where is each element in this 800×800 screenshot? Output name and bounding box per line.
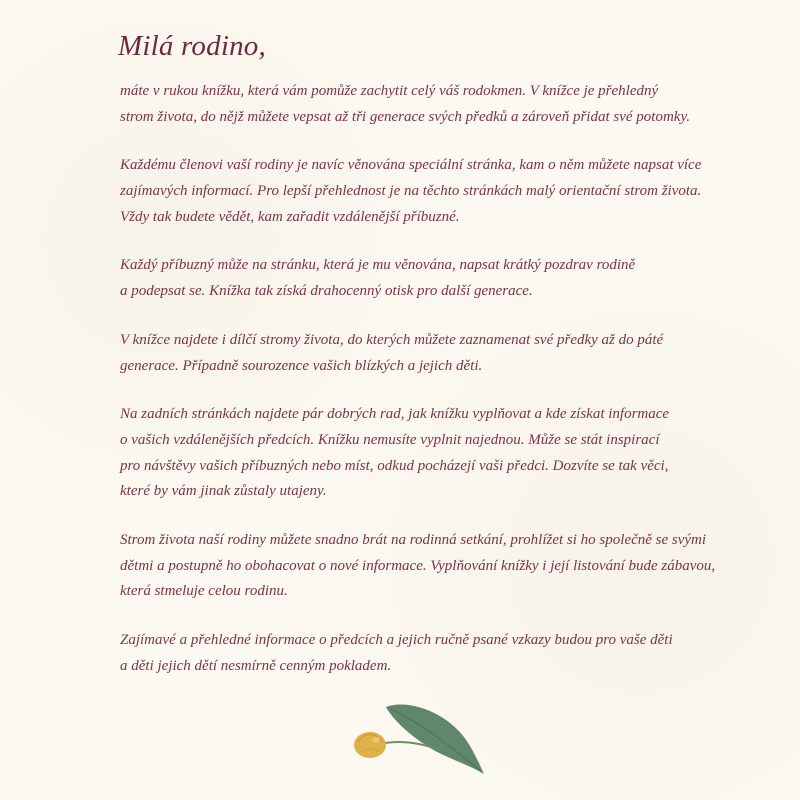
text-line: dětmi a postupně ho obohacovat o nové informace. Vyplňování knížky i její listování bude zábavou, <box>120 557 716 574</box>
text-line: a podepsat se. Knížka tak získá drahocenný otisk pro další generace. <box>120 283 533 300</box>
paragraph <box>120 153 720 230</box>
text-line: strom života, do nějž můžete vepsat až tři generace svých předků a zároveň přidat své potomky. <box>120 108 691 125</box>
paragraph <box>120 328 720 379</box>
text-line: Strom života naší rodiny můžete snadno brát na rodinná setkání, prohlížet si ho společně se svými <box>120 531 707 548</box>
text-line: máte v rukou knížku, která vám pomůže zachytit celý váš rodokmen. V knížce je přehledný <box>120 83 659 99</box>
text-line: pro návštěvy vašich příbuzných nebo míst, odkud pocházejí vaši předci. Dozvíte se tak věci, <box>120 457 669 474</box>
paragraph <box>120 528 720 605</box>
tulip-leaf <box>386 705 484 774</box>
paragraph <box>120 79 720 130</box>
tulip-icon <box>340 690 500 790</box>
letter-heading: Milá rodino, <box>118 30 266 62</box>
text-line: generace. Případně sourozence vašich blízkých a jejich děti. <box>120 357 483 374</box>
text-line: zajímavých informací. Pro lepší přehlednost je na těchto stránkách malý orientační strom života. <box>120 183 702 200</box>
tulip-flower <box>354 732 386 758</box>
text-line: a děti jejich dětí nesmírně cenným pokladem. <box>120 657 392 674</box>
paragraph <box>120 253 720 304</box>
text-line: které by vám jinak zůstaly utajeny. <box>120 483 327 500</box>
text-line: o vašich vzdálenějších předcích. Knížku nemusíte vyplnit najednou. Může se stát inspirací <box>120 431 660 448</box>
text-line: Zajímavé a přehledné informace o předcích a jejich ručně psané vzkazy budou pro vaše děti <box>120 632 673 648</box>
text-line: Každému členovi vaší rodiny je navíc věnována speciální stránka, kam o něm můžete napsat více <box>120 157 702 174</box>
text-line: která stmeluje celou rodinu. <box>120 583 288 600</box>
text-line: Na zadních stránkách najdete pár dobrých rad, jak knížku vyplňovat a kde získat informace <box>120 406 670 423</box>
paragraph <box>120 628 720 679</box>
paragraph <box>120 402 720 505</box>
text-line: Vždy tak budete vědět, kam zařadit vzdálenější příbuzné. <box>120 208 460 225</box>
letter-body <box>120 79 720 702</box>
text-line: Každý příbuzný může na stránku, která je mu věnována, napsat krátký pozdrav rodině <box>120 257 636 274</box>
text-line: V knížce najdete i dílčí stromy života, do kterých můžete zaznamenat své předky až do páté <box>120 331 664 348</box>
